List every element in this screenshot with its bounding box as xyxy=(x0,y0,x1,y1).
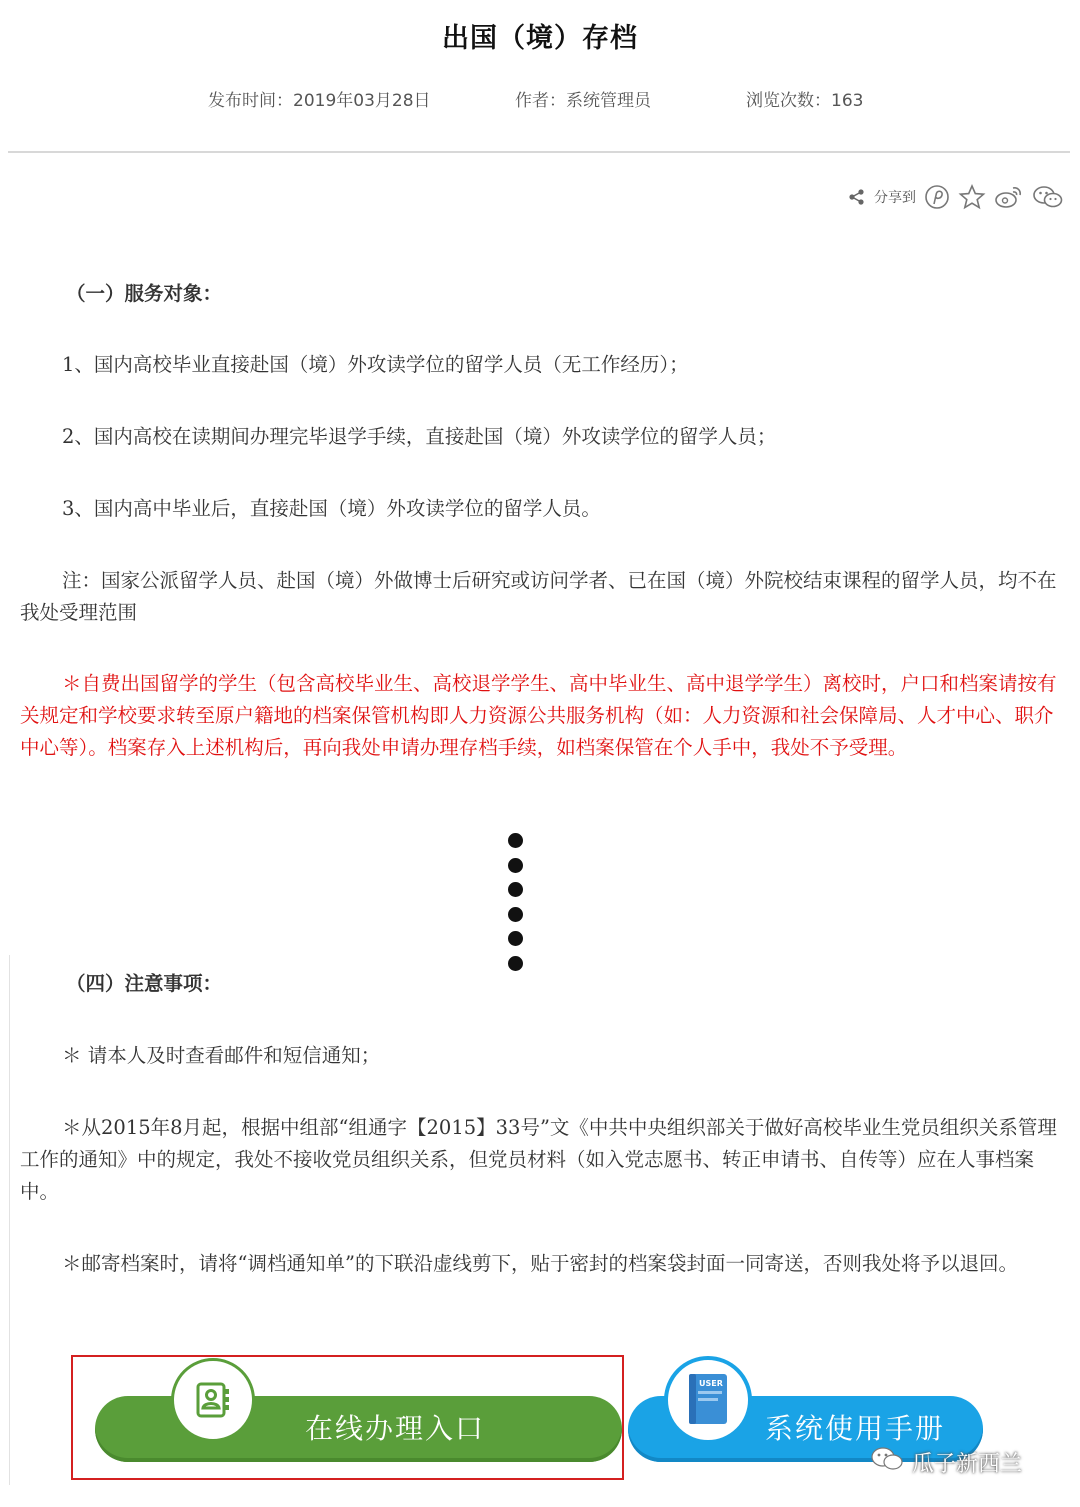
section1-item-2: 2、国内高校在读期间办理完毕退学手续，直接赴国（境）外攻读学位的留学人员； xyxy=(62,425,777,448)
share-icon[interactable] xyxy=(848,188,866,206)
manual-badge-text: USER xyxy=(699,1379,723,1388)
page-title: 出国（境）存档 xyxy=(442,23,638,54)
section4-item-2: ＊从2015年8月起，根据中组部“组通字【2015】33号”文《中共中央组织部关于做好高校毕业生党员组织关系管理工作的通知》中的规定，我处不接收党员组织关系，但党员材料（如入党志愿书、转正申请书、自传等）应在人事档案中。 xyxy=(20,1116,1057,1203)
favorite-star-icon[interactable] xyxy=(958,184,986,210)
pinterest-icon[interactable] xyxy=(924,184,950,210)
contact-card-icon[interactable] xyxy=(171,1358,255,1442)
watermark xyxy=(870,1446,1022,1478)
section1-item-3: 3、国内高中毕业后，直接赴国（境）外攻读学位的留学人员。 xyxy=(62,497,601,520)
user-manual-label: 系统使用手册 xyxy=(764,1412,945,1445)
online-entry-label: 在线办理入口 xyxy=(304,1412,485,1445)
section4-item-3: ＊邮寄档案时，请将“调档通知单”的下联沿虚线剪下，贴于密封的档案袋封面一同寄送，否则我处将予以退回。 xyxy=(62,1252,1018,1275)
section1-item-1: 1、国内高校毕业直接赴国（境）外攻读学位的留学人员（无工作经历）； xyxy=(62,353,689,376)
section4-heading: （四）注意事项： xyxy=(66,972,223,995)
header-divider xyxy=(8,151,1070,153)
share-label: 分享到 xyxy=(874,190,916,206)
manual-book-icon[interactable] xyxy=(664,1356,752,1444)
wechat-logo-icon xyxy=(870,1445,904,1479)
section1-heading: （一）服务对象： xyxy=(66,282,223,305)
section4-item-1: ＊ 请本人及时查看邮件和短信通知； xyxy=(62,1044,381,1067)
watermark-text: 瓜子新西兰 xyxy=(912,1451,1023,1477)
ellipsis-dots xyxy=(508,833,524,981)
author: 作者：系统管理员 xyxy=(515,91,651,111)
section1-note: 注：国家公派留学人员、赴国（境）外做博士后研究或访问学者、已在国（境）外院校结束课程的留学人员，均不在我处受理范围 xyxy=(20,569,1057,624)
weibo-icon[interactable] xyxy=(994,184,1024,210)
share-bar xyxy=(848,180,1064,214)
view-count: 浏览次数：163 xyxy=(746,91,864,111)
section1-warning: ＊自费出国留学的学生（包含高校毕业生、高校退学学生、高中毕业生、高中退学学生）离校时，户口和档案请按有关规定和学校要求转至原户籍地的档案保管机构即人力资源公共服务机构（如：人力资源和社会保障局、人才中心、职介中心等）。档案存入上述机构后，再向我处申请办理存档手续，如档案保管在个人手中，我处不予受理。 xyxy=(20,672,1057,759)
publish-time: 发布时间：2019年03月28日 xyxy=(208,91,431,111)
wechat-icon[interactable] xyxy=(1032,184,1064,210)
content-left-border xyxy=(9,955,10,1485)
